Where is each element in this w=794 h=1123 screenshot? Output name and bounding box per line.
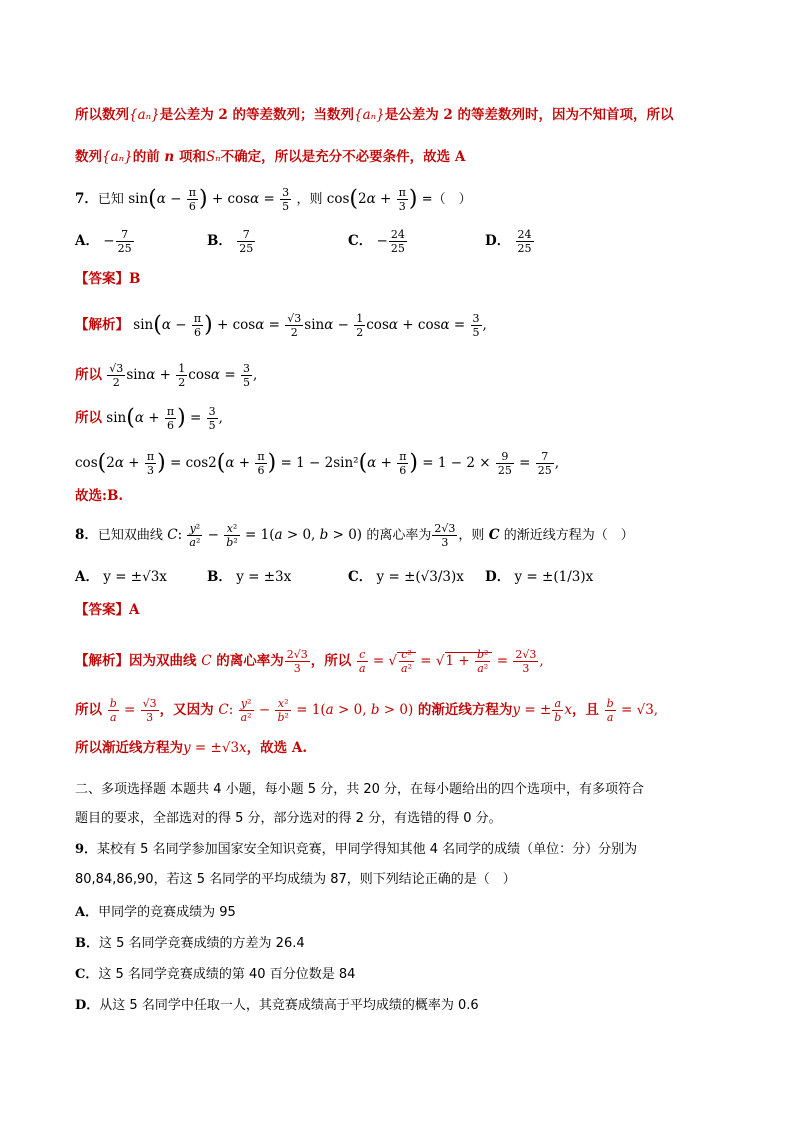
text: 已知 [97,192,124,207]
option-sign: − [103,233,115,249]
q9-stem-line-1 [75,840,637,860]
q7-option-b[interactable] [207,228,256,255]
q7-option-c[interactable] [348,228,408,255]
q8-option-c[interactable] [348,565,464,585]
option-label: B． [207,233,232,249]
option-label: B． [75,936,99,951]
q7-analysis-line-1 [75,312,487,339]
math-seq: {aₙ} [129,107,160,123]
text: 因为双曲线 [129,653,197,669]
option-num: 7 [116,228,134,242]
text: ，则 [458,528,485,543]
text: 所以数列 [75,107,129,123]
math-expr: y = ±√3x [183,740,247,756]
text: 所以 [75,367,102,383]
prev-solution-line-1 [75,105,674,125]
text: ，则 [296,192,323,207]
analysis-label: 【解析】 [75,317,129,333]
math-c: C [201,653,212,669]
analysis-label: 【解析】 [75,653,129,669]
option-den: 25 [390,242,405,255]
option-num: 7 [237,228,255,242]
option-label: C． [348,569,373,585]
text: 所以 [75,410,102,426]
option-label: C． [348,233,373,249]
option-num: 24 [390,228,405,241]
text: 某校有 5 名同学参加国家安全知识竞赛，甲同学得知其他 4 名同学的成绩（单位：分）分别为 [97,842,638,857]
q7-option-a[interactable] [75,228,135,255]
math-expr: sin(α − $\frac{\pi}{6}$ ) + cosα = $\frac{√3}{2}$ sinα − $\frac{1}{2}$ cosα + cosα = $\frac{3}{5}$ , [133,312,487,339]
math-n: n [164,149,175,165]
option-label: D． [485,569,511,585]
math-expr: $\frac{√3}{2}$ sinα + $\frac{1}{2}$ cosα = $\frac{3}{5}$ , [109,362,258,389]
text: 所以渐近线方程为 [75,740,183,756]
math-expr: C: $\frac{\text{y²}}{\text{a²}}$ − $\frac{\text{x²}}{\text{b²}}$ = 1(a > 0, b > 0) [167,522,363,549]
text: 的前 [132,149,160,165]
question-number: 8． [75,527,98,543]
math-expr: $\frac{2√3}{3}$ [286,648,308,675]
q8-option-d[interactable] [485,565,593,585]
math-expr: y = ± $\frac{a}{b}$ x [512,697,572,724]
text: 的离心率为 [216,653,284,669]
text: 所以 [75,702,102,718]
option-expr: y = ±3x [236,569,292,585]
q9-stem-line-2: 80,84,86,90，若这 5 名同学的平均成绩为 87，则下列结论正确的是（ ） [75,872,516,887]
option-label: A． [75,233,99,249]
text: 项和 [178,149,206,165]
text: 已知双曲线 [97,528,163,543]
math-expr: $\frac{b}{a}$ = √3, [606,697,659,724]
text: 的渐近线方程为 [417,702,513,718]
math-expr: C: $\frac{\text{y²}}{\text{a²}}$ − $\frac{\text{x²}}{\text{b²}}$ = 1(a > 0, b > 0) [218,697,414,724]
math-expr: $\frac{2√3}{3}$ [434,522,456,549]
q8-option-b[interactable] [207,565,291,585]
question-number: 9． [75,842,98,857]
q9-option-a[interactable] [75,903,236,923]
math-expr: cos(2α + $\frac{\pi}{3}$ ) [326,186,418,213]
option-text: 这 5 名同学竞赛成绩的方差为 26.4 [99,936,305,951]
option-text: 从这 5 名同学中任取一人，其竞赛成绩高于平均成绩的概率为 0.6 [99,998,479,1013]
text: ，故选 A. [246,740,308,756]
text: ，所以 [310,653,352,669]
option-text: 甲同学的竞赛成绩为 95 [98,905,236,920]
text: ，又因为 [159,702,214,718]
math-expr: cos(2α + $\frac{\pi}{3}$ ) = cos2(α + $\frac{\pi}{6}$ ) = 1 − 2sin²(α + $\frac{\pi}{6}$ ) = 1 − 2 × $\frac{9}{25}$ = $\frac{7}{25}$ , [75,450,560,477]
option-sign: − [376,233,388,249]
q7-analysis-line-3 [75,405,223,432]
text: 的渐近线方程为（ ） [503,528,634,543]
option-expr: y = ±√3x [103,569,167,585]
option-label: D． [485,233,511,249]
q7-answer: 【答案】B [75,271,141,287]
text: 不确定，所以是充分不必要条件，故选 A [220,149,466,165]
math-seq: {aₙ} [102,149,133,165]
text: 是公差为 2 的等差数列；当数列 [159,107,354,123]
option-label: B． [207,569,232,585]
q7-analysis-line-4 [75,450,559,477]
question-number: 7． [75,191,98,207]
math-seq: {aₙ} [354,107,385,123]
q7-option-d[interactable] [485,228,535,255]
q7-analysis-line-2 [75,362,257,389]
option-label: A． [75,569,99,585]
option-den: 25 [517,242,532,255]
option-label: D． [75,998,100,1013]
prev-solution-line-2 [75,147,465,167]
q8-answer: 【答案】A [75,602,140,618]
math-expr: sin(α − $\frac{\pi}{6}$ ) + cosα = $\frac{3}{5}$ [128,186,290,213]
option-label: C． [75,967,99,982]
q9-option-b[interactable] [75,934,305,954]
math-expr: sin(α + $\frac{\pi}{6}$ ) = $\frac{3}{5}$ , [106,405,223,432]
text: 是公差为 2 的等差数列时，因为不知首项，所以 [384,107,674,123]
option-text: 这 5 名同学竞赛成绩的第 40 百分位数是 84 [98,967,356,982]
math-expr: $\frac{c}{a}$ = √ $\frac{\text{c²}}{\text{a²}}$ = √1 + $\frac{\text{b²}}{\text{a²}}$ = $\frac{2√3}{3}$ , [358,648,544,675]
section-2-intro-line-2: 题目的要求，全部选对的得 5 分，部分选对的得 2 分，有选错的得 0 分。 [75,811,502,826]
q8-analysis-line-1 [75,648,544,675]
q9-option-d[interactable] [75,996,479,1016]
q8-stem [75,522,634,549]
q7-choose: 故选:B. [75,488,124,504]
option-expr: y = ±(1/3)x [514,569,594,585]
text: 数列 [75,149,102,165]
math-expr: $\frac{b}{a}$ = $\frac{√3}{3}$ [109,697,157,724]
q9-option-c[interactable] [75,965,355,985]
q8-option-a[interactable] [75,565,167,585]
section-2-intro-line-1: 二、多项选择题 本题共 4 小题，每小题 5 分，共 20 分，在每小题给出的四个选项中，有多项符合 [75,782,645,797]
math-sn: Sₙ [205,149,221,165]
q7-stem [75,186,472,213]
text: =（ ） [421,192,472,207]
text: ，且 [571,702,599,718]
math-c: C [488,527,500,543]
option-den: 25 [239,242,254,255]
text: 的离心率为 [366,528,432,543]
option-label: A． [75,905,99,920]
q8-analysis-line-2 [75,697,658,724]
option-num: 24 [517,228,532,241]
option-expr: y = ±(√3/3)x [376,569,464,585]
q8-analysis-line-3 [75,738,307,758]
option-den: 25 [117,242,132,255]
